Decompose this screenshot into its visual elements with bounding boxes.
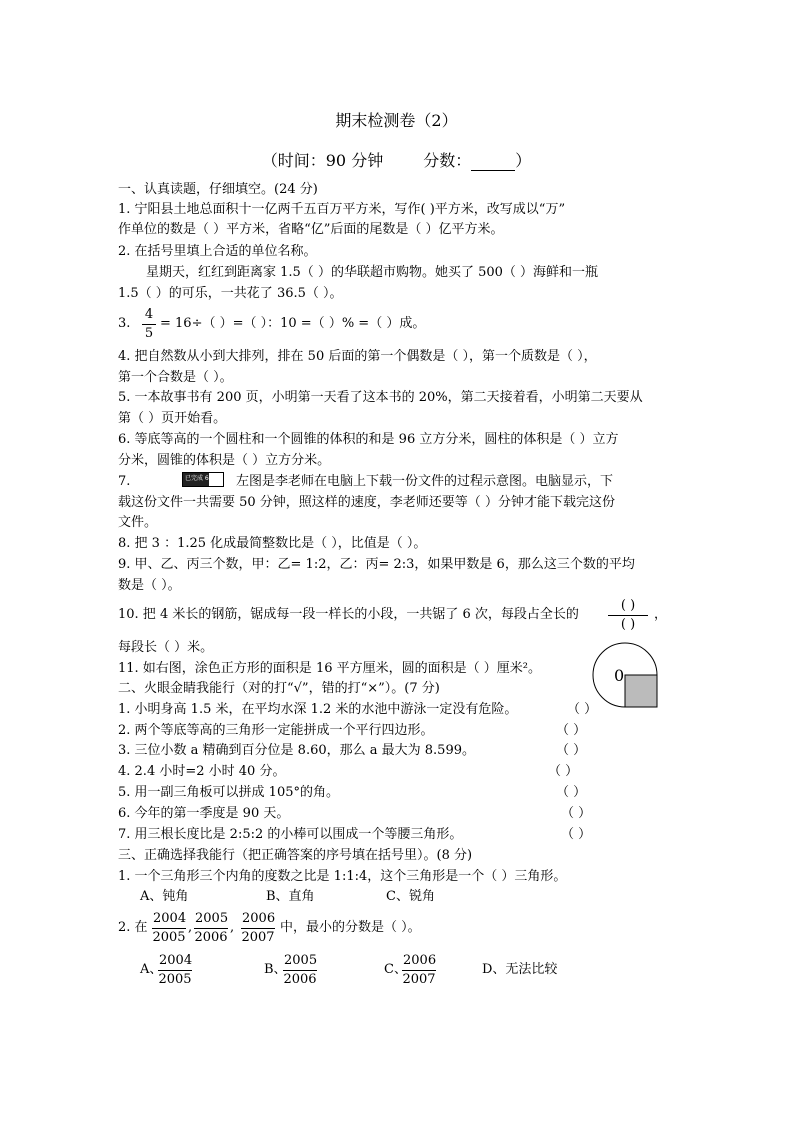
q2-line3: 1.5（ ）的可乐，一共花了 36.5（ ）。 xyxy=(118,286,343,301)
q9-line2: 数是（ ）。 xyxy=(118,578,181,593)
choice-option-c[interactable]: C、 xyxy=(384,962,407,977)
q6-line2: 分米，圆锥的体积是（ ）立方分米。 xyxy=(118,453,331,468)
q9-line1: 9. 甲、乙、丙三个数，甲：乙= 1:2，乙：丙= 2:3，如果甲数是 6，那么这三个数的平均 xyxy=(118,557,635,572)
q7-number: 7. xyxy=(118,474,131,489)
q3-fraction-numerator: 4 xyxy=(142,306,156,325)
judge-item: 1. 小明身高 1.5 米，在平均水深 1.2 米的水池中游泳一定没有危险。 xyxy=(118,702,518,717)
fraction-denominator: 2006 xyxy=(194,930,228,945)
judge-paren[interactable]: （ ） xyxy=(567,702,598,717)
option-b-fraction xyxy=(283,952,317,989)
judge-item: 6. 今年的第一季度是 90 天。 xyxy=(118,806,290,821)
q3-fraction-denominator: 5 xyxy=(144,326,154,341)
shaded-square xyxy=(625,675,657,707)
q4-line2: 第一个合数是（ ）。 xyxy=(118,370,233,385)
judge-paren[interactable]: （ ） xyxy=(561,827,592,842)
judge-paren[interactable]: （ ） xyxy=(556,785,587,800)
fraction-denominator: 2005 xyxy=(152,930,186,945)
judge-item: 7. 用三根长度比是 2:5:2 的小棒可以围成一个等腰三角形。 xyxy=(118,827,463,842)
judge-item: 5. 用一副三角板可以拼成 105°的角。 xyxy=(118,785,339,800)
q2-line2: 星期天，红红到距离家 1.5（ ）的华联超市购物。她买了 500（ ）海鲜和一瓶 xyxy=(146,265,599,280)
q7-line1: 左图是李老师在电脑上下载一份文件的过程示意图。电脑显示，下 xyxy=(236,474,614,489)
choice-option-a[interactable]: A、 xyxy=(140,962,163,977)
choice-option-c[interactable]: C、锐角 xyxy=(386,889,435,904)
q10-line2: 每段长（ ）米。 xyxy=(118,640,214,655)
fraction-denominator: 2005 xyxy=(158,972,192,987)
q7-line2: 载这份文件一共需要 50 分钟，照这样的速度，李老师还要等（ ）分钟才能下载完这份 xyxy=(118,495,615,510)
judge-item: 3. 三位小数 a 精确到百分位是 8.60，那么 a 最大为 8.599。 xyxy=(118,743,475,758)
q5-line1: 5. 一本故事书有 200 页，小明第一天看了这本书的 20%，第二天接着看，小明第二天要从 xyxy=(118,390,643,405)
subtitle-close: ） xyxy=(515,151,532,170)
choice-q2-suffix: 中，最小的分数是（ ）。 xyxy=(280,920,421,935)
page-title: 期末检测卷（2） xyxy=(335,111,458,130)
fraction-numerator: 2004 xyxy=(152,910,186,929)
q10-fraction-numerator: ( ) xyxy=(608,597,648,616)
fraction-denominator: 2006 xyxy=(283,972,317,987)
q10-line1: 10. 把 4 米长的钢筋，锯成每一段一样长的小段，一共锯了 6 次，每段占全长的 xyxy=(118,607,579,622)
fraction-numerator: 2006 xyxy=(241,910,275,929)
q3-number: 3. xyxy=(118,316,131,331)
fraction-denominator: 2007 xyxy=(402,972,436,987)
download-progress-bar xyxy=(182,472,224,487)
choice-q2-fraction xyxy=(152,910,186,947)
judge-paren[interactable]: （ ） xyxy=(548,764,579,779)
fraction-denominator: 2007 xyxy=(241,930,275,945)
q1-line2: 作单位的数是（ ）平方米，省略“亿”后面的尾数是（ ）亿平方米。 xyxy=(118,222,504,237)
q10-fraction xyxy=(608,597,648,634)
time-label: （时间：90 分钟 xyxy=(261,151,384,170)
comma: , xyxy=(230,920,235,935)
judge-item: 2. 两个等底等高的三角形一定能拼成一个平行四边形。 xyxy=(118,723,434,738)
section2-heading: 二、火眼金睛我能行（对的打“√”，错的打“×”）。(7 分) xyxy=(118,681,440,696)
choice-option-a[interactable]: A、钝角 xyxy=(140,889,189,904)
score-label: 分数： xyxy=(423,151,472,170)
q4-line1: 4. 把自然数从小到大排列，排在 50 后面的第一个偶数是（ ），第一个质数是（ ）， xyxy=(118,349,597,364)
q7-line3: 文件。 xyxy=(118,515,158,530)
download-progress-label: 已完成 64% xyxy=(185,475,219,482)
q5-line2: 第（ ）页开始看。 xyxy=(118,411,227,426)
q10-comma: ， xyxy=(654,607,668,622)
choice-q2-fraction xyxy=(241,910,275,947)
q11-line: 11. 如右图，涂色正方形的面积是 16 平方厘米，圆的面积是（ ）厘米²。 xyxy=(118,661,541,676)
q1-line1: 1. 宁阳县土地总面积十一亿两千五百万平方米，写作( )平方米，改写成以“万” xyxy=(118,202,566,217)
score-blank[interactable] xyxy=(471,156,515,171)
option-a-fraction xyxy=(158,952,192,989)
q3-rest: = 16÷（ ）=（ ）：10 =（ ）% =（ ）成。 xyxy=(160,316,426,331)
circle-square-figure xyxy=(592,637,664,713)
judge-item: 4. 2.4 小时=2 小时 40 分。 xyxy=(118,764,286,779)
judge-paren[interactable]: （ ） xyxy=(556,743,587,758)
choice-q1: 1. 一个三角形三个内角的度数之比是 1:1:4，这个三角形是一个（ ）三角形。 xyxy=(118,869,567,884)
choice-option-d[interactable]: D、无法比较 xyxy=(482,962,558,977)
fraction-numerator: 2005 xyxy=(194,910,228,929)
section1-heading: 一、认真读题，仔细填空。(24 分) xyxy=(118,182,318,197)
q8-line: 8. 把 3 ：1.25 化成最简整数比是（ ），比值是（ ）。 xyxy=(118,536,427,551)
comma: , xyxy=(188,920,193,935)
circle-center-label: 0 xyxy=(614,666,625,685)
fraction-numerator: 2004 xyxy=(158,952,192,971)
q10-fraction-denominator: ( ) xyxy=(620,617,636,632)
q6-line1: 6. 等底等高的一个圆柱和一个圆锥的体积的和是 96 立方分米，圆柱的体积是（ ）立方 xyxy=(118,432,619,447)
choice-q2-fraction xyxy=(194,910,228,947)
fraction-numerator: 2005 xyxy=(283,952,317,971)
q2-line1: 2. 在括号里填上合适的单位名称。 xyxy=(118,244,317,259)
fraction-numerator: 2006 xyxy=(402,952,436,971)
judge-paren[interactable]: （ ） xyxy=(561,806,592,821)
choice-option-b[interactable]: B、直角 xyxy=(266,889,315,904)
q3-fraction xyxy=(142,306,156,343)
section3-heading: 三、正确选择我能行（把正确答案的序号填在括号里）。(8 分) xyxy=(118,848,473,863)
choice-option-b[interactable]: B、 xyxy=(264,962,287,977)
page-subtitle xyxy=(0,148,793,171)
judge-paren[interactable]: （ ） xyxy=(556,723,587,738)
choice-q2-prefix: 2. 在 xyxy=(118,920,148,935)
option-c-fraction xyxy=(402,952,436,989)
